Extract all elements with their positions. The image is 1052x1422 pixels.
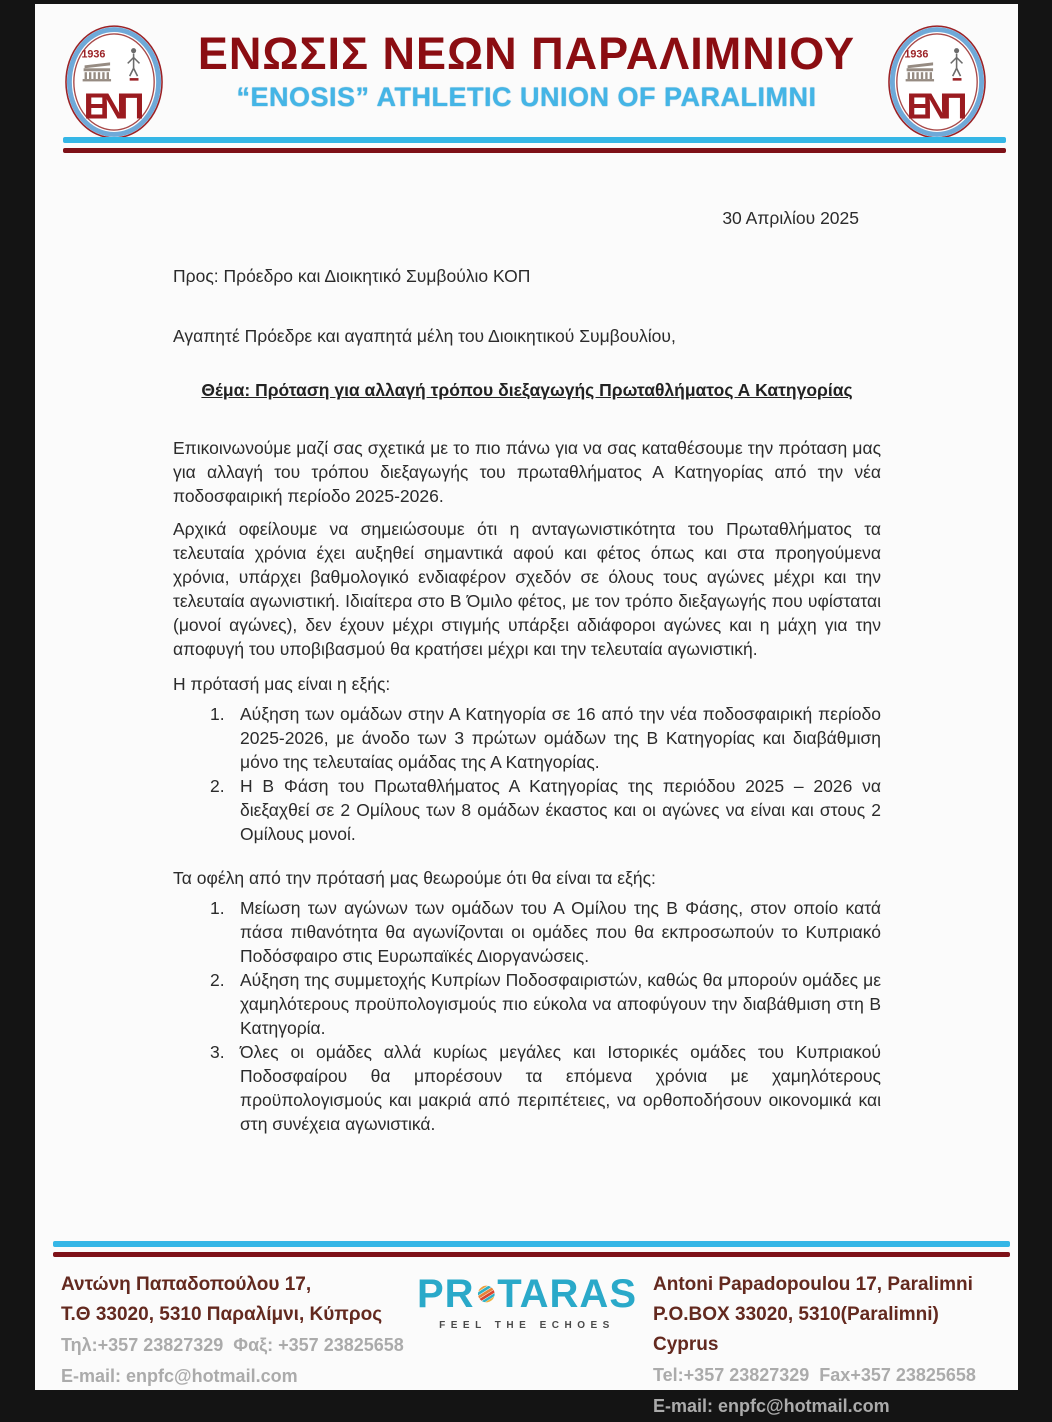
recipient-line: Προς: Πρόεδρο και Διοικητικό Συμβούλιο ΚΟΠ bbox=[173, 266, 531, 286]
paragraph: Αρχικά οφείλουμε να σημειώσουμε ότι η ανταγωνιστικότητα του Πρωταθλήματος τα τελευταία χρόνια έχει αυξηθεί σημαντικά αφού και φέτος όπως και στα προηγούμενα χρόνια, υπάρχει βαθμολογικό ενδιαφέρον σχεδόν σε όλους τους αγώνες μέχρι και την τελευταία αγωνιστική. Ιδιαίτερα στο Β Όμιλο φέτος, με τον τρόπο διεξαγωγής που υφίσταται (μονοί αγώνες), δεν έχουν μέχρι στιγμής υπάρξει αδιάφοροι αγώνες και η μάχη για την αποφυγή του υποβιβασμού θα κρατήσει μέχρι και την τελευταία αγωνιστική. bbox=[173, 519, 881, 659]
list-item-number: 2. bbox=[210, 776, 225, 796]
phone-fax-line: Τηλ:+357 23827329 Φαξ: +357 23825658 bbox=[61, 1335, 404, 1355]
svg-text:ΕΝΠ: ΕΝΠ bbox=[906, 85, 968, 127]
proposal-list bbox=[173, 702, 881, 846]
list-item bbox=[210, 774, 881, 846]
header-divider bbox=[63, 137, 1006, 153]
address-line: P.O.BOX 33020, 5310(Paralimni) Cyprus bbox=[653, 1304, 939, 1355]
footer-address-greek bbox=[61, 1270, 421, 1392]
svg-text:1936: 1936 bbox=[904, 48, 929, 61]
club-name-english: “ENOSIS” ATHLETIC UNION OF PARALIMNI bbox=[236, 82, 817, 112]
list-item-text: Μείωση των αγώνων των ομάδων του Α Ομίλου της Β Φάσης, στον οποίο κατά πάσα πιθανότητα θα αγωνίζονται οι ομάδες που θα εκπροσωπούν το Κυπριακό Ποδόσφαιρο στις Ευρωπαϊκές Διοργανώσεις. bbox=[240, 898, 881, 966]
protaras-logo-text-pre: PR bbox=[417, 1272, 475, 1316]
letter-body bbox=[173, 206, 881, 1136]
club-name-greek: ΕΝΩΣΙΣ ΝΕΩΝ ΠΑΡΑΛΙΜΝΙΟΥ bbox=[197, 28, 856, 79]
club-crest-icon bbox=[65, 24, 163, 140]
letterhead bbox=[35, 4, 1018, 164]
list-item-number: 3. bbox=[210, 1042, 225, 1062]
protaras-logo bbox=[417, 1274, 637, 1331]
protaras-tagline: FEEL THE ECHOES bbox=[439, 1320, 615, 1331]
benefits-intro: Τα οφέλη από την πρότασή μας θεωρούμε ότι θα είναι τα εξής: bbox=[173, 868, 656, 888]
protaras-sphere-icon bbox=[477, 1275, 496, 1313]
footer-address-english bbox=[653, 1270, 1003, 1422]
scanned-letter-page bbox=[35, 4, 1018, 1416]
footer-divider bbox=[53, 1241, 1010, 1257]
list-item-number: 1. bbox=[210, 898, 225, 918]
proposal-intro: Η πρότασή μας είναι η εξής: bbox=[173, 674, 391, 694]
divider-red-line bbox=[53, 1252, 1010, 1257]
salutation-line: Αγαπητέ Πρόεδρε και αγαπητά μέλη του Διοικητικού Συμβουλίου, bbox=[173, 326, 676, 346]
email-line: E-mail: enpfc@hotmail.com bbox=[653, 1396, 890, 1416]
subject-line: Θέμα: Πρόταση για αλλαγή τρόπου διεξαγωγής Πρωταθλήματος Α Κατηγορίας bbox=[201, 380, 853, 400]
list-item-text: Αύξηση των ομάδων στην Α Κατηγορία σε 16 από την νέα ποδοσφαιρική περίοδο 2025-2026, με άνοδο των 3 πρώτων ομάδων της Β Κατηγορίας και διαβάθμιση μόνο της τελευταίας ομάδας της Α Κατηγορίας. bbox=[240, 704, 881, 772]
list-item-number: 1. bbox=[210, 704, 225, 724]
address-line: Antoni Papadopoulou 17, Paralimni bbox=[653, 1274, 973, 1295]
letter-date: 30 Απριλίου 2025 bbox=[722, 208, 859, 228]
club-crest-icon bbox=[888, 24, 986, 140]
protaras-logo-text-post: TARAS bbox=[497, 1272, 637, 1316]
svg-text:ΕΝΠ: ΕΝΠ bbox=[83, 85, 145, 127]
list-item bbox=[210, 702, 881, 774]
list-item-text: Όλες οι ομάδες αλλά κυρίως μεγάλες και Ιστορικές ομάδες του Κυπριακού Ποδοσφαίρου θα μπορέσουν τα επόμενα χρόνια με χαμηλότερους προϋπολογισμούς και μακριά από περιπέτειες, να ορθοποδήσουν οικονομικά και στη συνέχεια αγωνιστικά. bbox=[240, 1042, 881, 1134]
list-item-text: Αύξηση της συμμετοχής Κυπρίων Ποδοσφαιριστών, καθώς θα μπορούν ομάδες με χαμηλότερους προϋπολογισμούς πιο εύκολα να αποφύγουν την διαβάθμιση στη Β Κατηγορία. bbox=[240, 970, 881, 1038]
list-item bbox=[210, 968, 881, 1040]
divider-red-line bbox=[63, 148, 1006, 153]
letter-footer bbox=[35, 1266, 1018, 1416]
email-line: E-mail: enpfc@hotmail.com bbox=[61, 1366, 298, 1386]
list-item bbox=[210, 896, 881, 968]
phone-fax-line: Tel:+357 23827329 Fax+357 23825658 bbox=[653, 1365, 976, 1385]
svg-text:1936: 1936 bbox=[81, 48, 106, 61]
list-item-text: Η Β Φάση του Πρωταθλήματος Α Κατηγορίας της περιόδου 2025 – 2026 να διεξαχθεί σε 2 Ομίλους των 8 ομάδων έκαστος και οι αγώνες να είναι και στους 2 Ομίλους μονοί. bbox=[240, 776, 881, 844]
list-item bbox=[210, 1040, 881, 1136]
benefits-list bbox=[173, 896, 881, 1136]
address-line: Αντώνη Παπαδοπούλου 17, bbox=[61, 1274, 312, 1295]
address-line: Τ.Θ 33020, 5310 Παραλίμνι, Κύπρος bbox=[61, 1304, 383, 1325]
paragraph: Επικοινωνούμε μαζί σας σχετικά με το πιο πάνω για να σας καταθέσουμε την πρόταση μας για αλλαγή του τρόπου διεξαγωγής του πρωταθλήματος Α Κατηγορίας από την νέα ποδοσφαιρική περίοδο 2025-2026. bbox=[173, 438, 881, 506]
list-item-number: 2. bbox=[210, 970, 225, 990]
